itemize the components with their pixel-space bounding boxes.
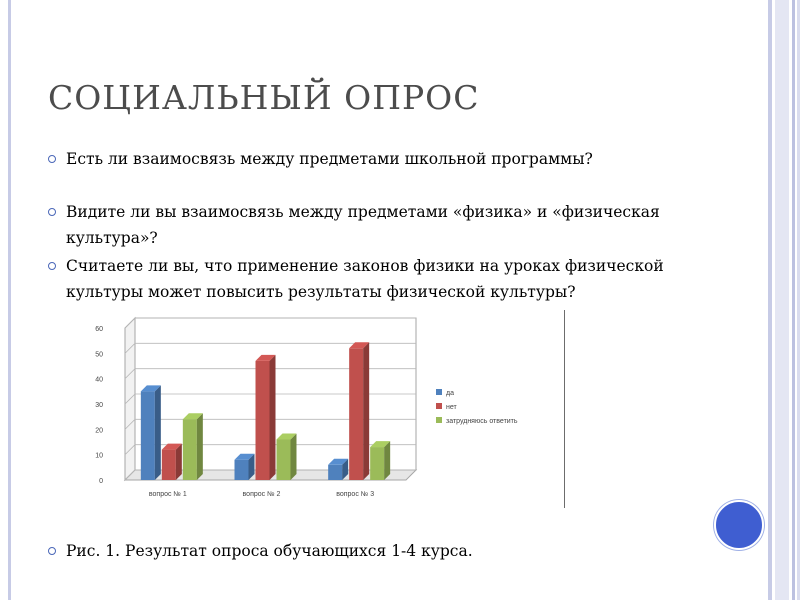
left-rule bbox=[8, 0, 11, 600]
bullet-circle-icon bbox=[48, 262, 56, 270]
bar-да-2 bbox=[235, 454, 255, 480]
bullet-question-1 bbox=[48, 146, 678, 172]
slide-title: СОЦИАЛЬНЫЙ ОПРОС bbox=[48, 78, 480, 117]
bullet-question-3 bbox=[48, 253, 678, 316]
y-tick-label: 50 bbox=[95, 351, 103, 359]
legend-swatch bbox=[436, 389, 442, 395]
figure-caption bbox=[48, 538, 678, 564]
legend-label: да bbox=[446, 390, 454, 397]
legend-label: затрудняюсь ответить bbox=[446, 418, 518, 425]
bar-да-1 bbox=[141, 385, 161, 480]
bar-chart-svg bbox=[80, 310, 564, 508]
bullet-text: Считаете ли вы, что применение законов физики на уроках физической культуры может повысить результаты физической культуры? bbox=[66, 257, 664, 301]
x-category-label: вопрос № 1 bbox=[148, 491, 187, 498]
bullet-circle-icon bbox=[48, 208, 56, 216]
bullet-text: Видите ли вы взаимосвязь между предметами «физика» и «физическая культура»? bbox=[66, 203, 660, 247]
bar-затрудняюсь ответить-1 bbox=[183, 413, 203, 480]
bullet-text: Есть ли взаимосвязь между предметами школьной программы? bbox=[66, 150, 593, 168]
legend-swatch bbox=[436, 403, 442, 409]
bullet-circle-icon bbox=[48, 155, 56, 163]
legend-label: нет bbox=[446, 404, 457, 411]
bar-нет-3 bbox=[349, 342, 369, 480]
bar-да-3 bbox=[328, 459, 348, 480]
bar-нет-2 bbox=[256, 355, 276, 480]
y-tick-label: 40 bbox=[95, 376, 103, 384]
y-tick-label: 60 bbox=[95, 326, 103, 333]
bullet-question-2 bbox=[48, 199, 678, 251]
y-tick-label: 20 bbox=[95, 427, 103, 435]
caption-text: Рис. 1. Результат опроса обучающихся 1-4 курса. bbox=[66, 542, 473, 560]
bullet-circle-icon bbox=[48, 547, 56, 555]
decorative-circle bbox=[714, 500, 764, 550]
right-border-decoration bbox=[768, 0, 800, 600]
x-category-label: вопрос № 3 bbox=[336, 491, 375, 498]
y-tick-label: 30 bbox=[95, 402, 103, 409]
bar-затрудняюсь ответить-3 bbox=[370, 441, 390, 480]
y-tick-label: 10 bbox=[95, 452, 103, 460]
y-tick-label: 0 bbox=[99, 478, 103, 485]
bar-затрудняюсь ответить-2 bbox=[277, 433, 297, 480]
bar-нет-1 bbox=[162, 444, 182, 480]
legend-swatch bbox=[436, 417, 442, 423]
survey-chart bbox=[80, 310, 565, 508]
x-category-label: вопрос № 2 bbox=[242, 491, 281, 498]
